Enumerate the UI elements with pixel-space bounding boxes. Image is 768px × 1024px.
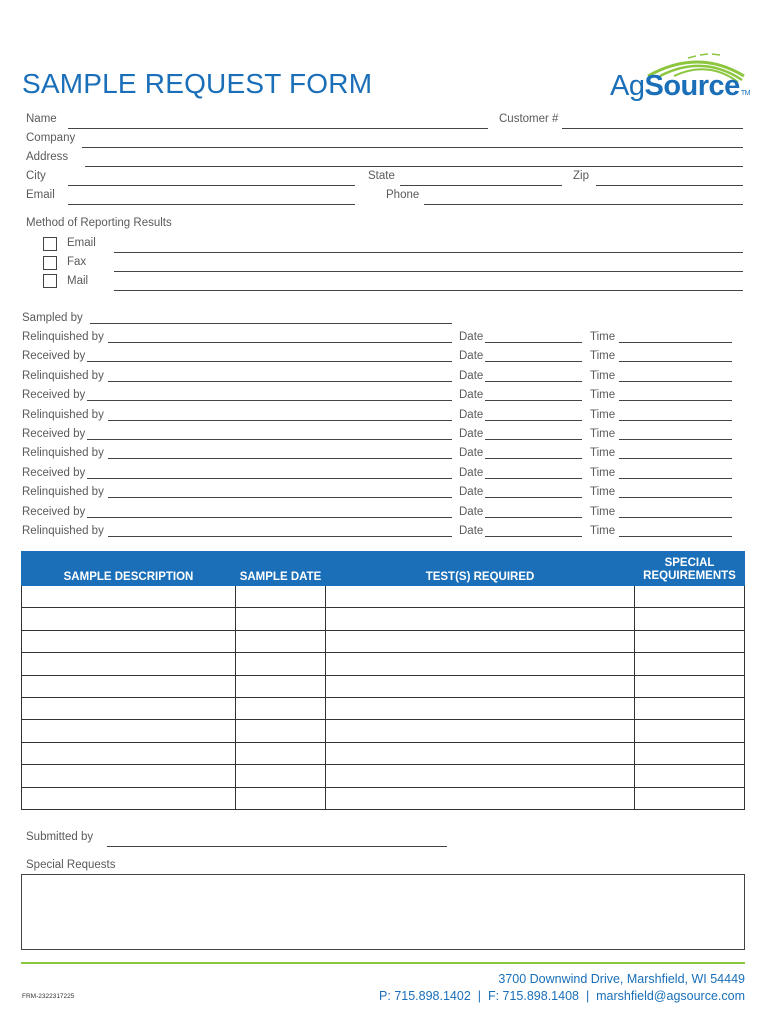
sampled-by-field[interactable] bbox=[90, 323, 452, 324]
company-label: Company bbox=[26, 132, 76, 144]
tests-required-cell[interactable] bbox=[326, 630, 635, 652]
zip-field[interactable] bbox=[596, 185, 743, 186]
submitted-by-label: Submitted by bbox=[26, 831, 94, 843]
custody-row-label: Received by bbox=[22, 428, 86, 440]
phone-label: Phone bbox=[386, 189, 420, 201]
sample-date-cell[interactable] bbox=[236, 586, 326, 608]
city-label: City bbox=[26, 170, 46, 182]
custody-row-label: Relinquished by bbox=[22, 331, 104, 343]
table-row bbox=[22, 586, 745, 608]
table-row bbox=[22, 697, 745, 719]
custody-time-label: Time bbox=[590, 505, 616, 518]
custody-date-field[interactable] bbox=[485, 420, 582, 421]
custody-time-label: Time bbox=[590, 428, 616, 440]
sample-description-cell[interactable] bbox=[22, 675, 236, 697]
name-field[interactable] bbox=[68, 128, 488, 129]
custody-date-label: Date bbox=[459, 428, 484, 440]
sample-date-cell[interactable] bbox=[236, 742, 326, 764]
custody-name-field[interactable] bbox=[108, 420, 452, 421]
special-requirements-cell[interactable] bbox=[635, 697, 745, 719]
email-option-label: Email bbox=[67, 237, 96, 249]
custody-date-label: Date bbox=[459, 350, 484, 363]
sample-date-cell[interactable] bbox=[236, 653, 326, 675]
custody-name-field[interactable] bbox=[87, 400, 452, 401]
custody-time-label: Time bbox=[590, 389, 616, 402]
city-field[interactable] bbox=[68, 185, 355, 186]
page-title: SAMPLE REQUEST FORM bbox=[22, 68, 373, 99]
tests-required-cell[interactable] bbox=[326, 787, 635, 809]
custody-time-field[interactable] bbox=[619, 381, 732, 382]
mail-option-label: Mail bbox=[67, 275, 89, 287]
custody-time-label: Time bbox=[590, 369, 616, 382]
custody-date-label: Date bbox=[459, 525, 484, 537]
footer-contact: P: 715.898.1402 | F: 715.898.1408 | marshfield@agsource.com bbox=[379, 989, 745, 1003]
custody-time-label: Time bbox=[590, 525, 616, 537]
table-row bbox=[22, 742, 745, 764]
custody-row-label: Relinquished by bbox=[22, 486, 104, 499]
custody-date-label: Date bbox=[459, 331, 484, 343]
custody-time-label: Time bbox=[590, 350, 616, 363]
custody-time-label: Time bbox=[590, 408, 616, 421]
custody-date-field[interactable] bbox=[485, 536, 582, 537]
custody-row-label: Received by bbox=[22, 350, 86, 363]
footer-address: 3700 Downwind Drive, Marshfield, WI 54449 bbox=[498, 972, 745, 986]
custody-row-label: Received by bbox=[22, 466, 86, 479]
column-header-tests-required: TEST(S) REQUIRED bbox=[326, 552, 635, 586]
special-requirements-cell[interactable] bbox=[635, 765, 745, 787]
custody-time-label: Time bbox=[590, 486, 616, 499]
sampled-by-label: Sampled by bbox=[22, 312, 83, 324]
custody-time-label: Time bbox=[590, 466, 616, 479]
special-requirements-cell[interactable] bbox=[635, 675, 745, 697]
footer-email[interactable]: marshfield@agsource.com bbox=[596, 989, 745, 1003]
custody-row-label: Relinquished by bbox=[22, 408, 104, 421]
custody-row-label: Received by bbox=[22, 389, 86, 402]
column-header-sample-description: SAMPLE DESCRIPTION bbox=[22, 552, 236, 586]
sample-description-cell[interactable] bbox=[22, 742, 236, 764]
column-header-special-requirements: SPECIAL REQUIREMENTS bbox=[635, 552, 745, 586]
sample-description-cell[interactable] bbox=[22, 608, 236, 630]
submitted-by-field[interactable] bbox=[107, 846, 447, 847]
tests-required-cell[interactable] bbox=[326, 675, 635, 697]
custody-date-label: Date bbox=[459, 369, 484, 382]
custody-date-field[interactable] bbox=[485, 361, 582, 362]
custody-time-label: Time bbox=[590, 331, 616, 343]
custody-time-field[interactable] bbox=[619, 439, 732, 440]
sample-date-cell[interactable] bbox=[236, 675, 326, 697]
custody-date-field[interactable] bbox=[485, 497, 582, 498]
sample-date-cell[interactable] bbox=[236, 720, 326, 742]
custody-name-field[interactable] bbox=[87, 517, 452, 518]
custody-time-field[interactable] bbox=[619, 420, 732, 421]
special-requirements-cell[interactable] bbox=[635, 787, 745, 809]
custody-date-field[interactable] bbox=[485, 400, 582, 401]
tests-required-cell[interactable] bbox=[326, 653, 635, 675]
table-row bbox=[22, 787, 745, 809]
table-header-row bbox=[22, 552, 745, 586]
sample-description-cell[interactable] bbox=[22, 697, 236, 719]
custody-name-field[interactable] bbox=[108, 536, 452, 537]
sample-description-cell[interactable] bbox=[22, 720, 236, 742]
sample-description-cell[interactable] bbox=[22, 765, 236, 787]
special-requirements-cell[interactable] bbox=[635, 608, 745, 630]
footer-divider bbox=[21, 962, 745, 964]
custody-time-field[interactable] bbox=[619, 458, 732, 459]
custody-name-field[interactable] bbox=[87, 361, 452, 362]
footer-fax: F: 715.898.1408 bbox=[487, 989, 579, 1003]
custody-time-field[interactable] bbox=[619, 478, 732, 479]
custody-date-field[interactable] bbox=[485, 439, 582, 440]
special-requirements-cell[interactable] bbox=[635, 720, 745, 742]
custody-time-field[interactable] bbox=[619, 497, 732, 498]
tests-required-cell[interactable] bbox=[326, 608, 635, 630]
sample-date-cell[interactable] bbox=[236, 697, 326, 719]
custody-date-label: Date bbox=[459, 408, 484, 421]
phone-field[interactable] bbox=[424, 204, 743, 205]
custody-row-label: Relinquished by bbox=[22, 369, 104, 382]
tests-required-cell[interactable] bbox=[326, 742, 635, 764]
custody-date-label: Date bbox=[459, 486, 484, 499]
special-requirements-cell[interactable] bbox=[635, 742, 745, 764]
custody-time-field[interactable] bbox=[619, 342, 732, 343]
reporting-heading: Method of Reporting Results bbox=[26, 217, 172, 229]
sample-description-cell[interactable] bbox=[22, 787, 236, 809]
custody-time-field[interactable] bbox=[619, 536, 732, 537]
sample-date-cell[interactable] bbox=[236, 765, 326, 787]
logo-tm: TM bbox=[740, 90, 750, 97]
fax-report-field[interactable] bbox=[114, 271, 743, 272]
customer-label: Customer # bbox=[499, 113, 559, 125]
tests-required-cell[interactable] bbox=[326, 720, 635, 742]
custody-date-field[interactable] bbox=[485, 517, 582, 518]
state-label: State bbox=[368, 170, 395, 182]
samples-table bbox=[21, 551, 745, 810]
sample-description-cell[interactable] bbox=[22, 653, 236, 675]
custody-date-field[interactable] bbox=[485, 342, 582, 343]
table-row bbox=[22, 765, 745, 787]
custody-time-field[interactable] bbox=[619, 361, 732, 362]
customer-field[interactable] bbox=[562, 128, 743, 129]
custody-date-label: Date bbox=[459, 447, 484, 460]
name-label: Name bbox=[26, 113, 57, 125]
address-field[interactable] bbox=[85, 166, 743, 167]
special-requirements-cell[interactable] bbox=[635, 630, 745, 652]
custody-name-field[interactable] bbox=[108, 497, 452, 498]
form-code: FRM-2322317225 bbox=[22, 993, 75, 1000]
custody-name-field[interactable] bbox=[108, 381, 452, 382]
table-row bbox=[22, 630, 745, 652]
table-row bbox=[22, 653, 745, 675]
sample-date-cell[interactable] bbox=[236, 787, 326, 809]
custody-row-label: Relinquished by bbox=[22, 447, 104, 460]
company-field[interactable] bbox=[82, 147, 743, 148]
custody-date-field[interactable] bbox=[485, 458, 582, 459]
custody-date-label: Date bbox=[459, 466, 484, 479]
footer-phone: P: 715.898.1402 bbox=[379, 989, 471, 1003]
sample-description-cell[interactable] bbox=[22, 586, 236, 608]
tests-required-cell[interactable] bbox=[326, 586, 635, 608]
custody-time-field[interactable] bbox=[619, 517, 732, 518]
email-label: Email bbox=[26, 189, 55, 201]
column-header-sample-date: SAMPLE DATE bbox=[236, 552, 326, 586]
custody-name-field[interactable] bbox=[108, 342, 452, 343]
special-requirements-cell[interactable] bbox=[635, 586, 745, 608]
custody-time-field[interactable] bbox=[619, 400, 732, 401]
logo-text-source: Source bbox=[644, 70, 740, 102]
fax-checkbox[interactable] bbox=[43, 256, 57, 270]
custody-row-label: Received by bbox=[22, 505, 86, 518]
logo-text-ag: Ag bbox=[610, 70, 645, 102]
sample-date-cell[interactable] bbox=[236, 630, 326, 652]
custody-date-label: Date bbox=[459, 389, 484, 402]
mail-report-field[interactable] bbox=[114, 290, 743, 291]
special-requests-label: Special Requests bbox=[26, 859, 116, 871]
tests-required-cell[interactable] bbox=[326, 765, 635, 787]
sample-date-cell[interactable] bbox=[236, 608, 326, 630]
special-requirements-cell[interactable] bbox=[635, 653, 745, 675]
fax-option-label: Fax bbox=[67, 256, 87, 268]
state-field[interactable] bbox=[400, 185, 562, 186]
zip-label: Zip bbox=[573, 170, 589, 182]
email-field[interactable] bbox=[68, 204, 355, 205]
custody-name-field[interactable] bbox=[108, 458, 452, 459]
custody-date-label: Date bbox=[459, 505, 484, 518]
custody-date-field[interactable] bbox=[485, 381, 582, 382]
sample-description-cell[interactable] bbox=[22, 630, 236, 652]
custody-name-field[interactable] bbox=[87, 439, 452, 440]
custody-date-field[interactable] bbox=[485, 478, 582, 479]
custody-name-field[interactable] bbox=[87, 478, 452, 479]
tests-required-cell[interactable] bbox=[326, 697, 635, 719]
custody-row-label: Relinquished by bbox=[22, 525, 104, 537]
special-requests-textarea[interactable] bbox=[21, 874, 745, 950]
table-row bbox=[22, 720, 745, 742]
email-report-field[interactable] bbox=[114, 252, 743, 253]
mail-checkbox[interactable] bbox=[43, 274, 57, 288]
table-row bbox=[22, 608, 745, 630]
address-label: Address bbox=[26, 151, 69, 163]
table-row bbox=[22, 675, 745, 697]
email-checkbox[interactable] bbox=[43, 237, 57, 251]
custody-time-label: Time bbox=[590, 447, 616, 460]
